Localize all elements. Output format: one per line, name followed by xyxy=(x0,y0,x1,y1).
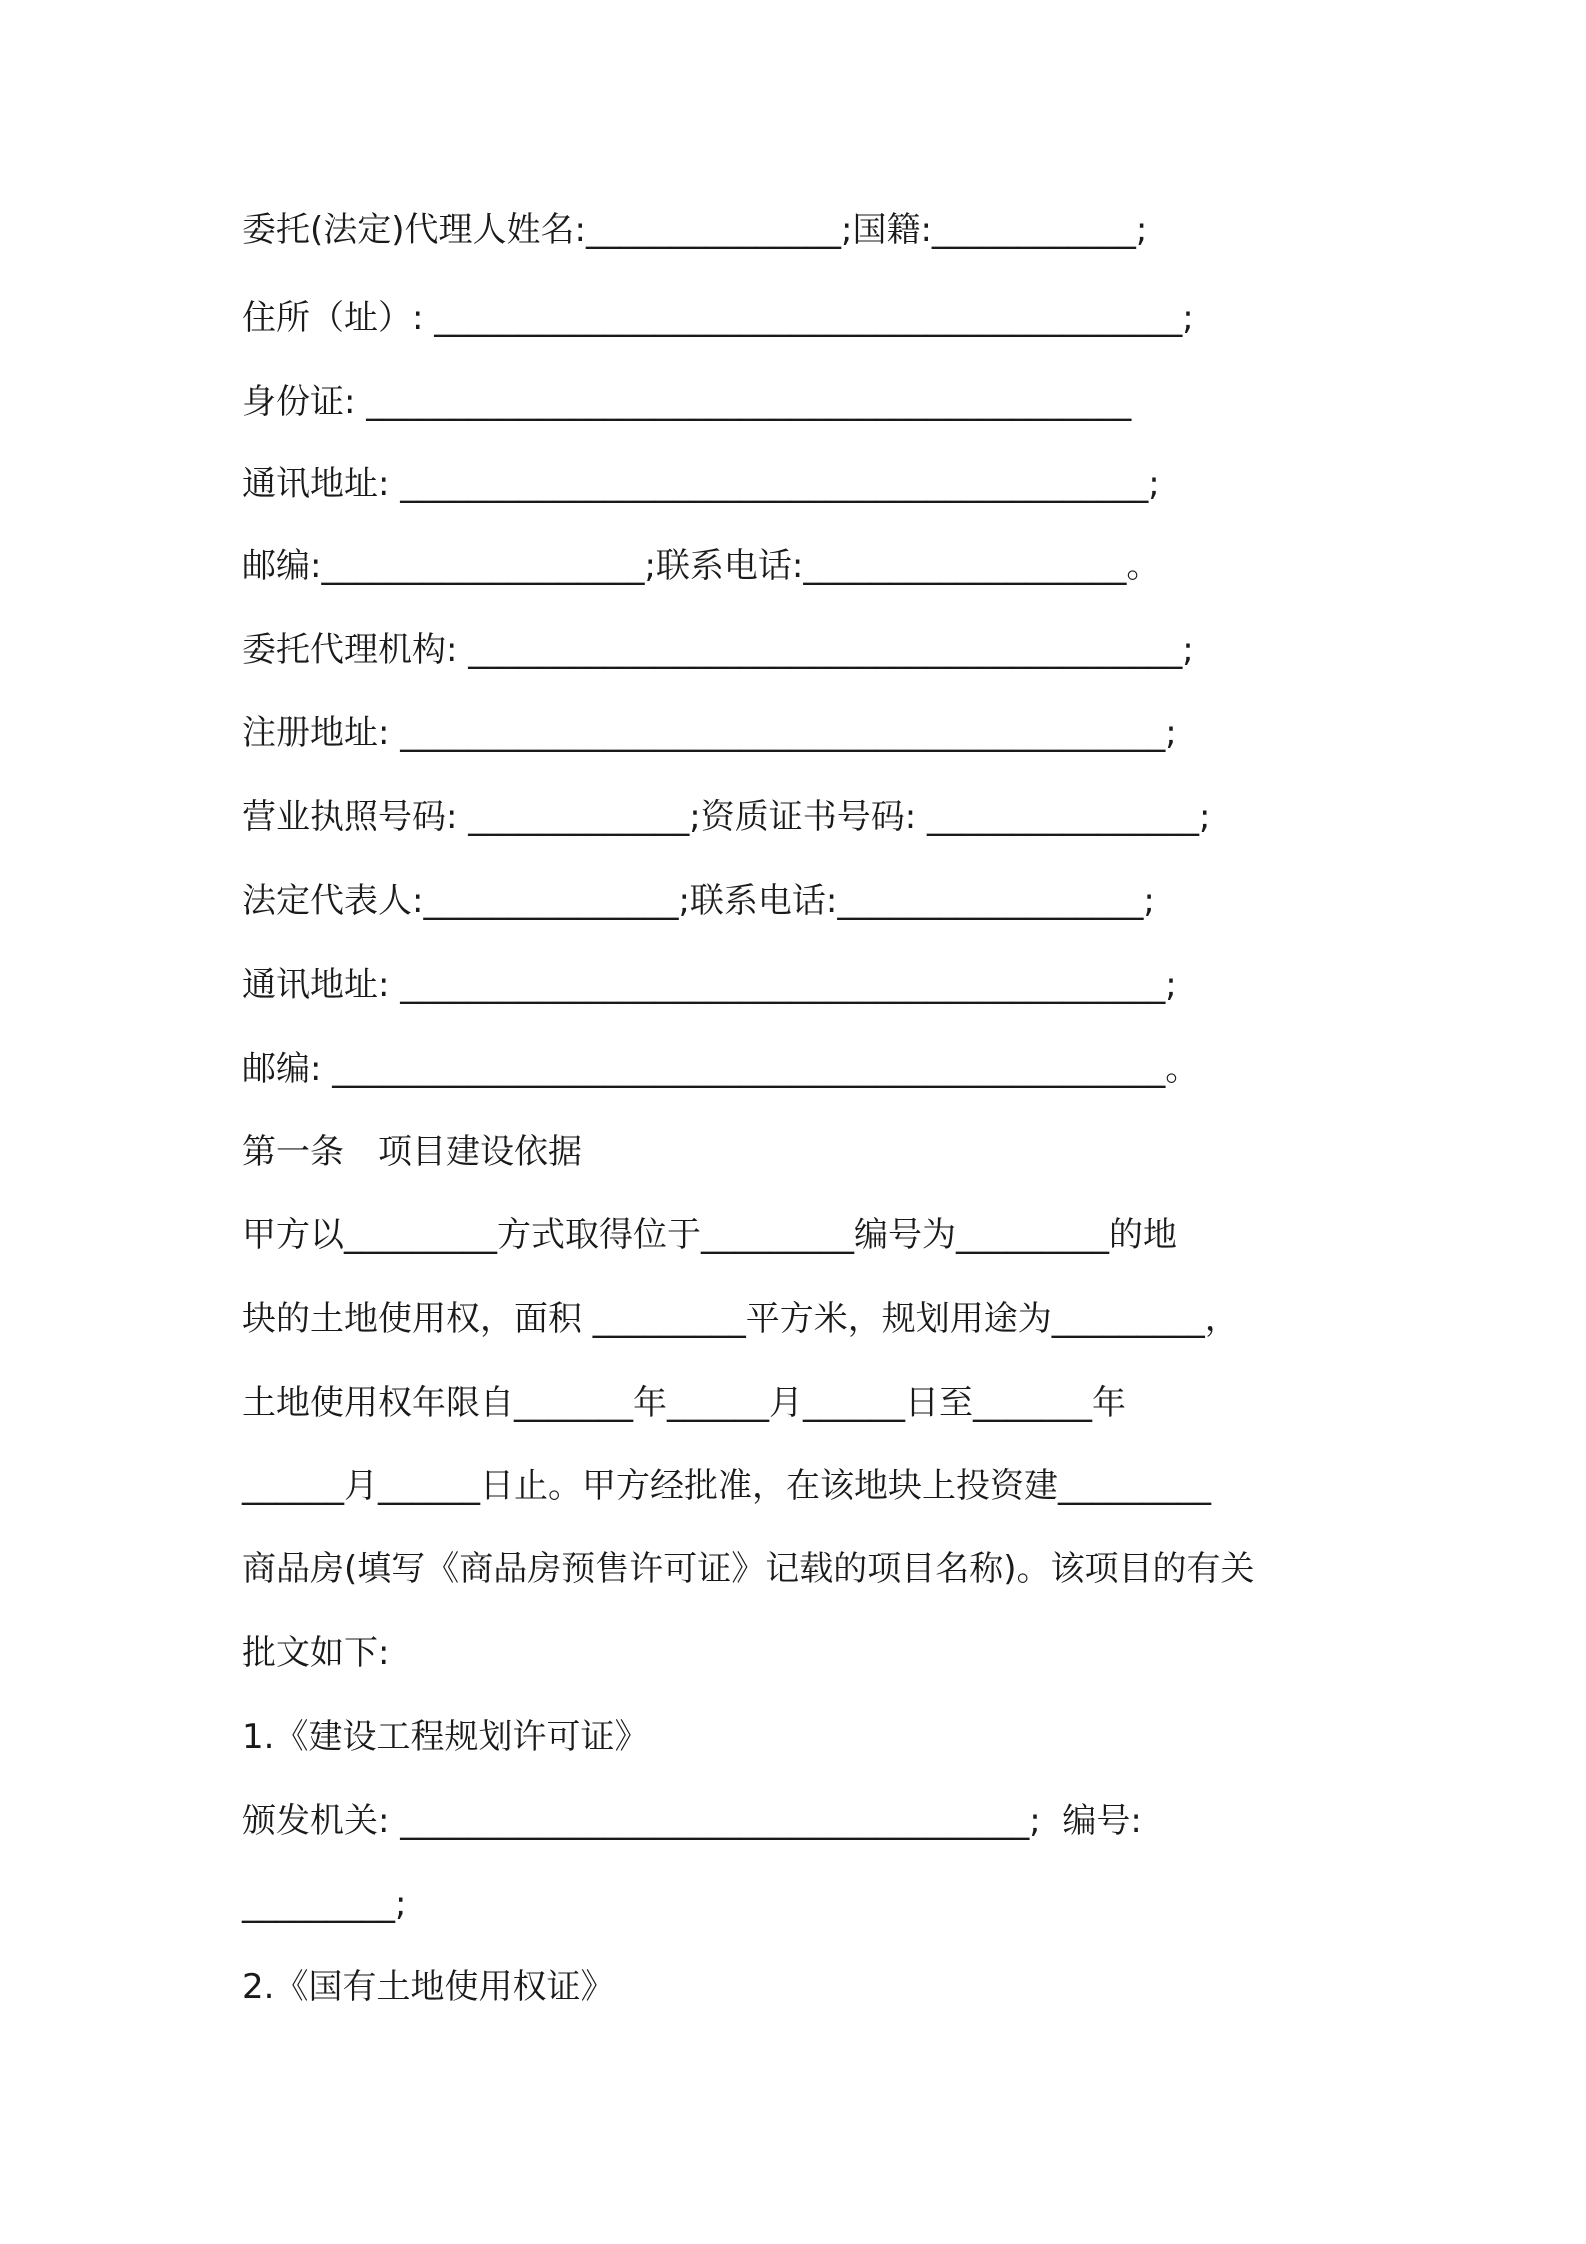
body-paragraph-line-2: 块的土地使用权，面积 _________平方米，规划用途为_________， xyxy=(242,1299,1239,1339)
postcode-line: 邮编: _________________________________________________。 xyxy=(242,1049,1200,1089)
postcode-phone-line: 邮编:___________________;联系电话:___________________。 xyxy=(242,546,1161,586)
mailing-address-line: 通讯地址: ____________________________________________; xyxy=(242,464,1160,504)
body-paragraph-line-4: ______月______日止。甲方经批准，在该地块上投资建_________ xyxy=(242,1466,1211,1506)
registered-address-line: 注册地址: _____________________________________________; xyxy=(242,713,1177,753)
body-paragraph-line-5: 商品房(填写《商品房预售许可证》记载的项目名称)。该项目的有关 xyxy=(242,1549,1255,1589)
agency-line: 委托代理机构: __________________________________________; xyxy=(242,630,1194,670)
mailing-address-line-2: 通讯地址: _____________________________________________; xyxy=(242,965,1177,1005)
body-paragraph-line-3: 土地使用权年限自_______年______月______日至_______年 xyxy=(242,1383,1126,1423)
id-card-line: 身份证: _____________________________________________ xyxy=(242,382,1132,422)
body-paragraph-line-6: 批文如下: xyxy=(242,1633,390,1673)
number-blank-line: _________; xyxy=(242,1884,407,1924)
article-one-heading: 第一条 项目建设依据 xyxy=(242,1132,582,1172)
agent-name-nationality-line: 委托(法定)代理人姓名:_______________;国籍:____________; xyxy=(242,210,1148,250)
permit-heading-2: 2.《国有土地使用权证》 xyxy=(242,1967,615,2007)
issuing-authority-line: 颁发机关: _____________________________________; 编号: xyxy=(242,1801,1142,1841)
residence-line: 住所（址）: ____________________________________________; xyxy=(242,298,1194,338)
body-paragraph-line-1: 甲方以_________方式取得位于_________编号为_________的地 xyxy=(242,1215,1177,1255)
license-qualification-line: 营业执照号码: _____________;资质证书号码: ________________; xyxy=(242,797,1211,837)
legal-rep-phone-line: 法定代表人:_______________;联系电话:__________________; xyxy=(242,881,1155,921)
permit-heading-1: 1.《建设工程规划许可证》 xyxy=(242,1717,649,1757)
